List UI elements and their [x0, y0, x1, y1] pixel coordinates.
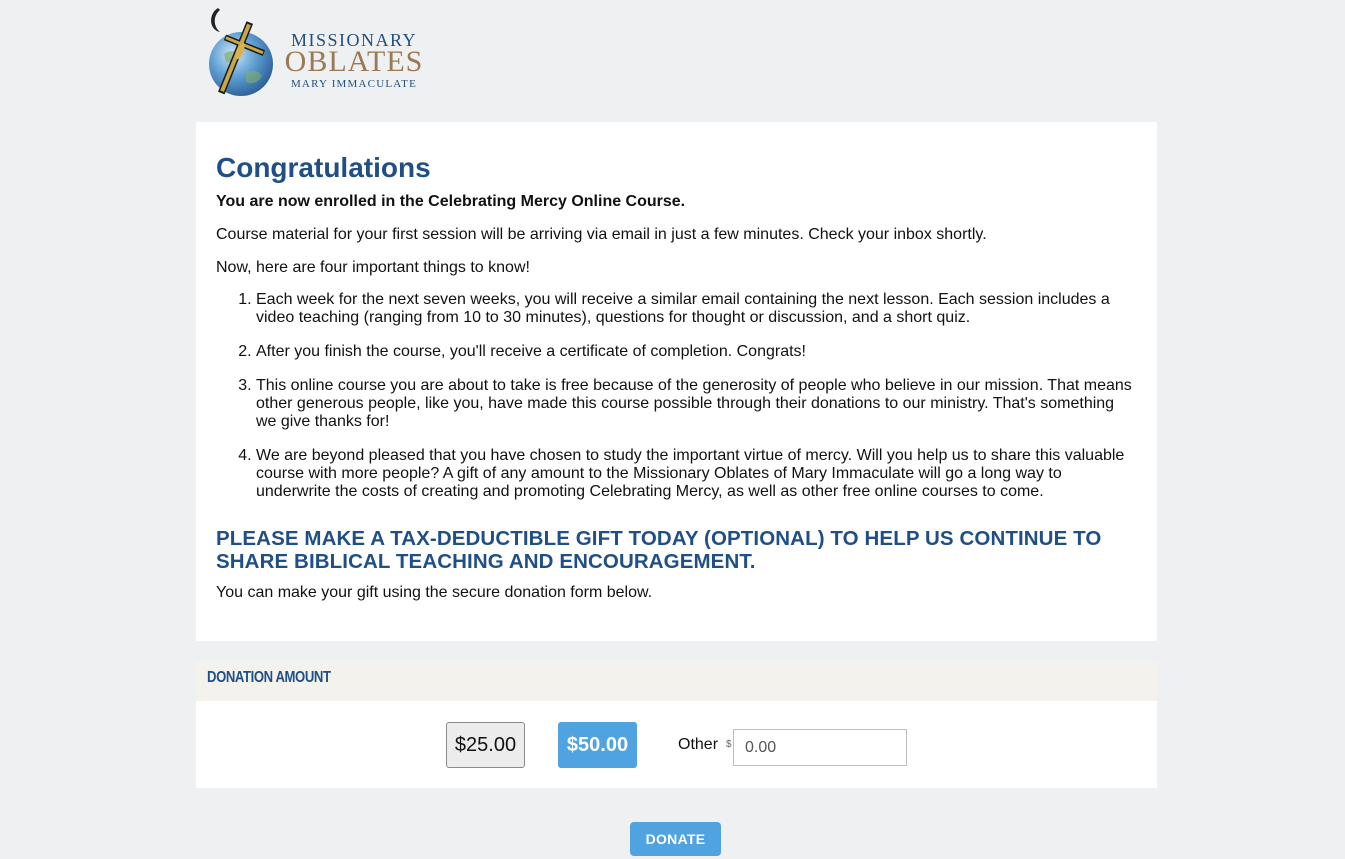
globe-crucifix-icon: [206, 6, 286, 98]
donate-button[interactable]: DONATE: [630, 822, 721, 856]
logo-line-missionary: MISSIONARY: [290, 30, 418, 50]
donation-amount-header: [196, 661, 1157, 701]
page-title: Congratulations: [216, 152, 431, 183]
amount-25-button[interactable]: $25.00: [446, 722, 525, 768]
logo-line-oblates: OBLATES: [284, 45, 424, 78]
list-item: 4. We are beyond pleased that you have chosen to study the important virtue of mercy. Will you help us to share this valuable course with more people? A gift of any amount to the Missionary Oblates of Mary Immaculate will go a long way to underwrite the costs of creating and promoting Celebrating Mercy, as well as other free online courses to come.: [256, 447, 1137, 501]
mission-logo[interactable]: [206, 6, 424, 98]
list-item: 2. After you finish the course, you'll receive a certificate of completion. Congrats!: [256, 343, 1137, 361]
donation-amount-title: DONATION AMOUNT: [207, 669, 331, 686]
things-intro: Now, here are four important things to know!: [216, 259, 530, 276]
other-amount-input[interactable]: [733, 729, 907, 766]
list-item: 1. Each week for the next seven weeks, you will receive a similar email containing the next lesson. Each session includes a video teaching (ranging from 10 to 30 minutes), questions for thought or discussion, and a short quiz.: [256, 291, 1137, 327]
amount-50-button[interactable]: $50.00: [558, 722, 637, 768]
gift-appeal-heading: PLEASE MAKE A TAX-DEDUCTIBLE GIFT TODAY (OPTIONAL) TO HELP US CONTINUE TO SHARE BIBLICAL TEACHING AND ENCOURAGEMENT.: [216, 527, 1102, 573]
currency-symbol: $: [726, 739, 732, 750]
logo-line-mary-immaculate: MARY IMMACULATE: [290, 78, 418, 90]
other-amount-label: Other: [678, 736, 719, 753]
important-things-list: [256, 291, 1137, 501]
donation-amount-panel: [196, 701, 1157, 788]
secure-form-note: You can make your gift using the secure donation form below.: [216, 584, 653, 601]
list-item: 3. This online course you are about to take is free because of the generosity of people who believe in our mission. That means other generous people, like you, have made this course possible through their donations to our ministry. That's something we give thanks for!: [256, 377, 1137, 431]
enrolled-message: You are now enrolled in the Celebrating Mercy Online Course.: [216, 193, 686, 210]
moon-icon: [211, 8, 220, 32]
confirmation-card: [196, 122, 1157, 641]
course-material-message: Course material for your first session will be arriving via email in just a few minutes. Check your inbox shortly.: [216, 226, 987, 243]
